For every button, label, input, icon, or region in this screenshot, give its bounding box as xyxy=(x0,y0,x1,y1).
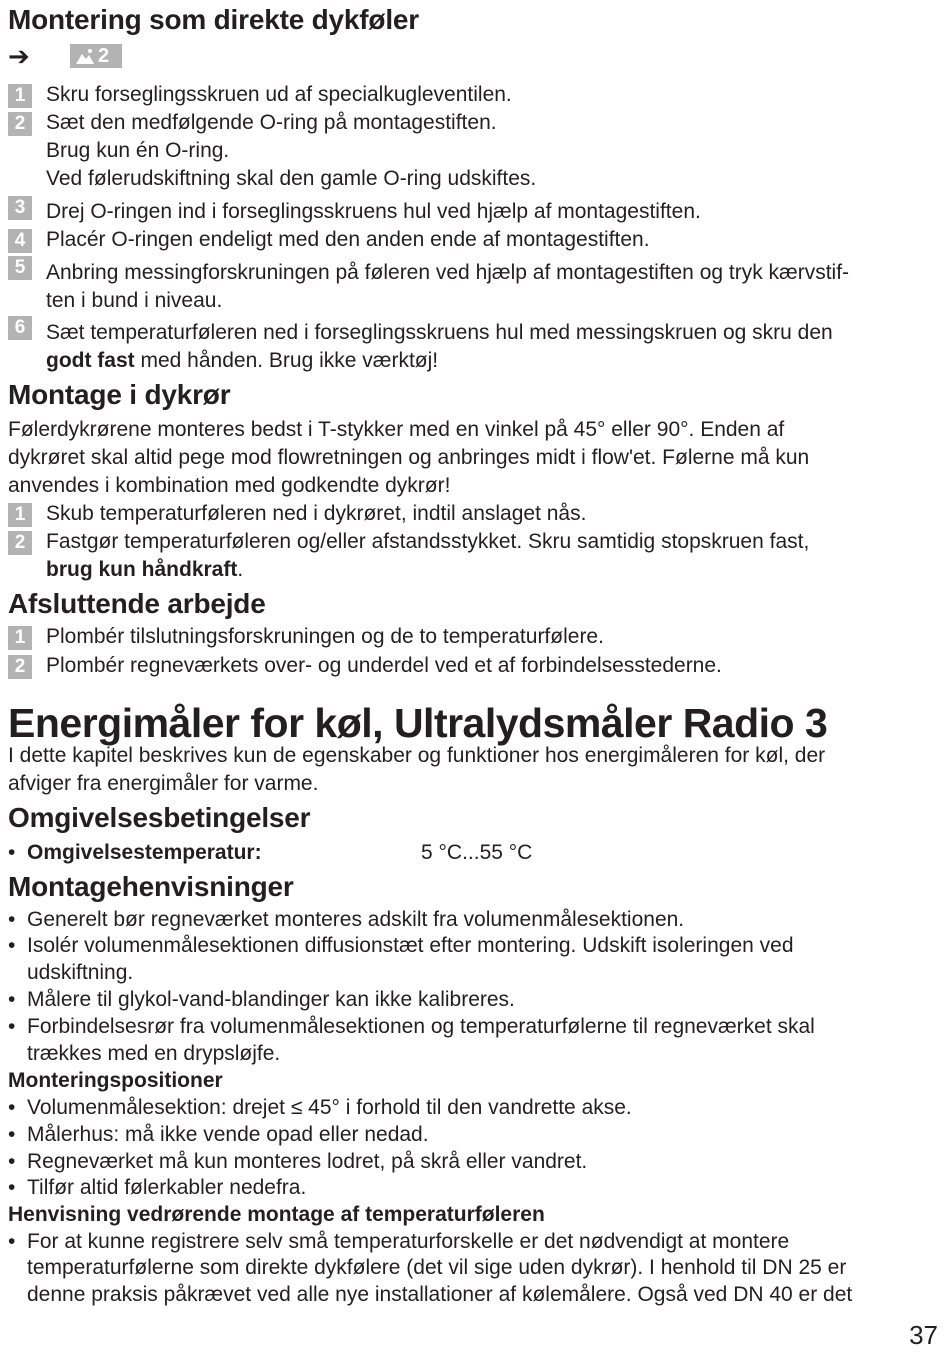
paragraph-line: Følerdykrørene monteres bedst i T-stykker med en vinkel på 45° eller 90°. Enden af xyxy=(8,418,785,441)
bullet: • xyxy=(8,1123,16,1146)
step-number: 3 xyxy=(8,196,32,220)
picture-icon xyxy=(76,48,94,64)
emphasis: godt fast xyxy=(46,349,135,372)
bullet-text: Tilfør altid følerkabler nedefra. xyxy=(27,1176,307,1199)
bullet-text: Målere til glykol-vand-blandinger kan ikke kalibreres. xyxy=(27,988,515,1011)
step-text xyxy=(46,347,438,375)
ambient-temperature-label: Omgivelsestemperatur: xyxy=(27,841,262,864)
step-number: 2 xyxy=(8,112,32,136)
bullet-text: For at kunne registrere selv små temperaturforskelle er det nødvendigt at montere xyxy=(27,1230,790,1253)
bullet-text: trækkes med en drypsløjfe. xyxy=(27,1042,281,1065)
step-number: 4 xyxy=(8,229,32,253)
bullet-text: Generelt bør regneværket monteres adskilt fra volumenmålesektionen. xyxy=(27,908,685,931)
bullet: • xyxy=(8,1015,16,1038)
paragraph-line: dykrøret skal altid pege mod flowretningen og anbringes midt i flow'et. Følerne må kun xyxy=(8,446,810,469)
section-title-environment: Omgivelsesbetingelser xyxy=(8,802,311,833)
bullet-text: Målerhus: må ikke vende opad eller nedad. xyxy=(27,1123,429,1146)
step-text: Plombér tilslutningsforskruningen og de to temperaturfølere. xyxy=(46,625,604,648)
arrow-icon: ➔ xyxy=(8,41,30,71)
step-text: Plombér regneværkets over- og underdel ved et af forbindelsesstederne. xyxy=(46,654,722,677)
bullet-text: temperaturfølerne som direkte dykfølere (det vil sige uden dykrør). I henhold til DN 25 er xyxy=(27,1256,847,1279)
section-title-direct-sensor: Montering som direkte dykføler xyxy=(8,4,419,35)
step-text: Brug kun én O-ring. xyxy=(46,139,230,162)
page-number: 37 xyxy=(909,1320,938,1350)
bullet: • xyxy=(8,1230,16,1253)
bullet-text: denne praksis påkrævet ved alle nye installationer af kølemålere. Også ved DN 40 er det xyxy=(27,1283,853,1306)
bullet-text: Isolér volumenmålesektionen diffusionstæt efter montering. Udskift isoleringen ved xyxy=(27,934,794,957)
step-text: ten i bund i niveau. xyxy=(46,289,223,312)
paragraph-line: I dette kapitel beskrives kun de egenskaber og funktioner hos energimåleren for køl, der xyxy=(8,744,826,767)
paragraph-line: anvendes i kombination med godkendte dykrør! xyxy=(8,474,451,497)
bullet: • xyxy=(8,988,16,1011)
step-text: Sæt temperaturføleren ned i forseglingsskruens hul med messingskruen og skru den xyxy=(46,321,833,344)
paragraph-line: afviger fra energimåler for varme. xyxy=(8,772,319,795)
temperature-sensor-note-heading: Henvisning vedrørende montage af temperaturføleren xyxy=(8,1203,545,1226)
section-title-immersion-pipe: Montage i dykrør xyxy=(8,379,231,410)
mounting-positions-heading: Monteringspositioner xyxy=(8,1069,223,1092)
step-number: 1 xyxy=(8,84,32,108)
step-number: 1 xyxy=(8,626,32,650)
bullet: • xyxy=(8,1176,16,1199)
bullet-text: Volumenmålesektion: drejet ≤ 45° i forhold til den vandrette akse. xyxy=(27,1096,632,1119)
step-number: 5 xyxy=(8,256,32,280)
step-number: 1 xyxy=(8,503,32,527)
step-text: Ved følerudskiftning skal den gamle O-ring udskiftes. xyxy=(46,167,537,190)
figure-reference-badge xyxy=(70,44,122,68)
bullet-text: Regneværket må kun monteres lodret, på skrå eller vandret. xyxy=(27,1150,588,1173)
step-text: Drej O-ringen ind i forseglingsskruens hul ved hjælp af montagestiften. xyxy=(46,200,701,223)
step-text: Fastgør temperaturføleren og/eller afstandsstykket. Skru samtidig stopskruen fast, xyxy=(46,530,810,553)
chapter-title: Energimåler for køl, Ultralydsmåler Radio 3 xyxy=(8,700,828,746)
step-text: Sæt den medfølgende O-ring på montagestiften. xyxy=(46,111,497,134)
step-text: Skru forseglingsskruen ud af specialkugleventilen. xyxy=(46,83,512,106)
bullet: • xyxy=(8,841,16,864)
step-text-rest: med hånden. Brug ikke værktøj! xyxy=(134,349,439,372)
step-number: 6 xyxy=(8,316,32,340)
bullet: • xyxy=(8,1096,16,1119)
bullet: • xyxy=(8,934,16,957)
step-text: Skub temperaturføleren ned i dykrøret, indtil anslaget nås. xyxy=(46,502,587,525)
step-number: 2 xyxy=(8,655,32,679)
step-text: Placér O-ringen endeligt med den anden ende af montagestiften. xyxy=(46,228,650,251)
step-text-rest: . xyxy=(237,558,244,581)
bullet-text: Forbindelsesrør fra volumenmålesektionen og temperaturfølerne til regneværket skal xyxy=(27,1015,815,1038)
bullet-text: udskiftning. xyxy=(27,961,134,984)
ambient-temperature-value: 5 °C...55 °C xyxy=(421,841,533,864)
emphasis: brug kun håndkraft xyxy=(46,558,238,581)
step-text: Anbring messingforskruningen på føleren ved hjælp af montagestiften og tryk kærvstif- xyxy=(46,261,850,284)
step-number: 2 xyxy=(8,531,32,555)
bullet: • xyxy=(8,1150,16,1173)
section-title-final-work: Afsluttende arbejde xyxy=(8,588,266,619)
bullet: • xyxy=(8,908,16,931)
step-text xyxy=(46,556,243,584)
figure-number: 2 xyxy=(98,45,110,67)
section-title-mounting-notes: Montagehenvisninger xyxy=(8,871,294,902)
